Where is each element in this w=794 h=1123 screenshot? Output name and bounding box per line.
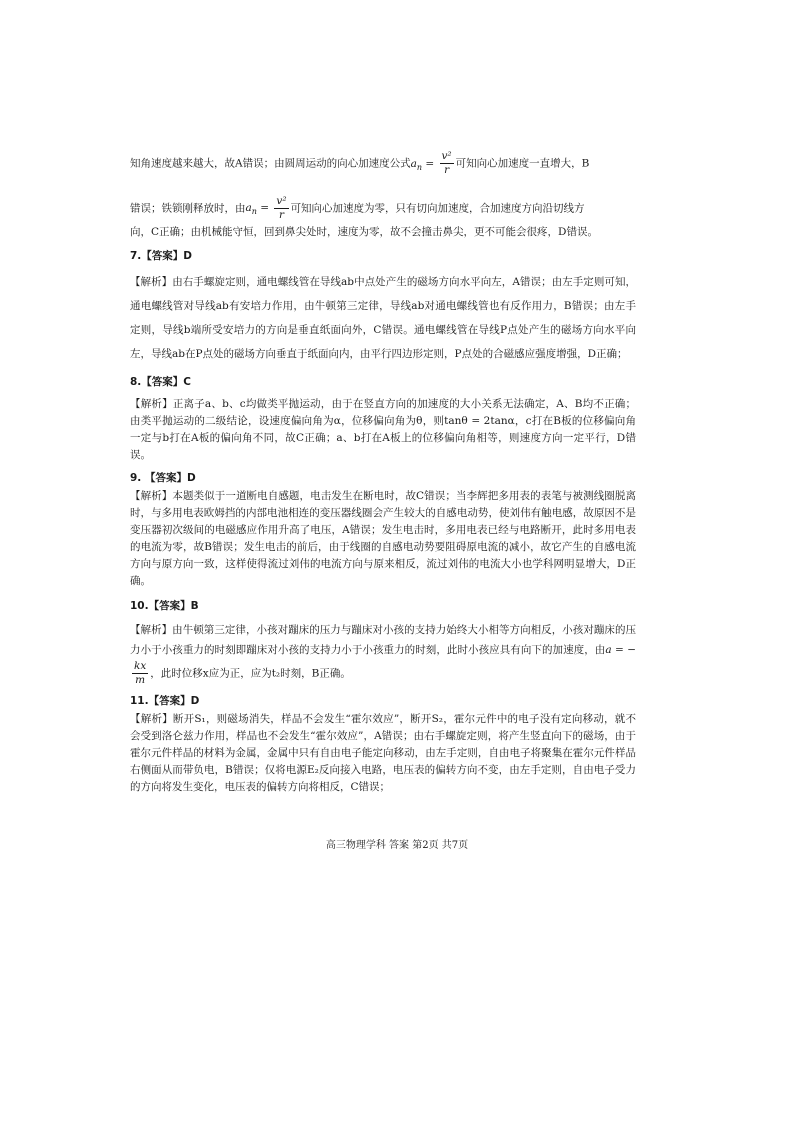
text-span: 知角速度越来越大，故A错误；由圆周运动的向心加速度公式 <box>130 157 411 170</box>
formula-fraction <box>132 660 148 687</box>
formula-fraction <box>440 150 454 177</box>
q7-explanation: 【解析】由右手螺旋定则，通电螺线管在导线ab中点处产生的磁场方向水平向左，A错误；由左手定则可知，通电螺线管对导线ab有安培力作用，由牛顿第三定律，导线ab对通电螺线管也有反作用力，B错误；由左手定则，导线b端所受安培力的方向是垂直纸面向外，C错误。通电螺线管在导线P点处产生的磁场方向水平向左，导线ab在P点处的磁场方向垂直于纸面向内，由平行四边形定则，P点处的合磁感应强度增强，D正确； <box>130 276 636 361</box>
fraction-denominator: r <box>278 208 284 221</box>
fraction-numerator: v² <box>441 150 452 162</box>
fraction-denominator: r <box>444 164 450 176</box>
q9-answer-heading: 9. 【答案】D <box>130 472 196 485</box>
formula-fraction <box>274 195 288 222</box>
text-span: 【解析】由牛顿第三定律，小孩对蹦床的压力与蹦床对小孩的支持力始终大小相等方向相反，小孩对蹦床的压力小于小孩重力的时刻即蹦床对小孩的支持力小于小孩重力的时刻，此时小孩应具有向 <box>130 624 636 657</box>
formula-an-2: $a_n$ = <box>245 202 273 217</box>
formula-an: $a_n$ = <box>410 157 438 172</box>
formula-subscript: n <box>416 162 423 172</box>
text-span: ，此时位移x应为正，应为t₂时刻，B正确。 <box>150 667 351 680</box>
fraction-numerator: kx <box>134 660 147 673</box>
q8-answer-heading: 8.【答案】C <box>130 376 192 389</box>
q11-explanation: 【解析】断开S₁，则磁场消失，样品不会发生“霍尔效应”，断开S₂，霍尔元件中的电子没有定向移动，就不会受到洛仑兹力作用，样品也不会发生“霍尔效应”，A错误；由右手螺旋定则，将产生竖直向下的磁场，由于霍尔元件样品的材料为金属，金属中只有自由电子能定向移动，由左手定则，自由电子将聚集在霍尔元件样品右侧面从而带负电，B错误；仅将电源E₂反向接入电路，电压表的偏转方向不变，由左手定则，自由电子受力的方向将发生变化，电压表的偏转方向将相反，C错误； <box>130 713 636 794</box>
continuation-paragraph <box>130 150 636 179</box>
q10-answer-heading: 10.【答案】B <box>130 600 199 613</box>
formula-symbol: a <box>410 157 417 170</box>
q7-answer-heading: 7.【答案】D <box>130 250 193 263</box>
continuation-paragraph-3: 向，C正确；由机械能守恒，回到鼻尖处时，速度为零，故不会撞击鼻尖，更不可能会很疼，D错误。 <box>130 226 598 239</box>
answer-content <box>130 150 636 796</box>
text-span: 可知向心加速度为零，只有切向加速度，合加速度方向沿切线方 <box>290 202 585 215</box>
text-span: 下的加速度，由 <box>531 644 606 657</box>
q9-explanation: 【解析】本题类似于一道断电自感题，电击发生在断电时，故C错误；当李辉把多用表的表笔与被测线圈脱离时，与多用电表欧姆挡的内部电池相连的变压器线圈会产生较大的自感电动势，使刘伟有触电感，故原因不是变压器初次级间的电磁感应作用升高了电压，A错误；发生电击时，多用电表已经与电路断开，此时多用电表的电流为零，故B错误；发生电击的前后，由于线圈的自感电动势要阻碍原电流的减小，故它产生的自感电流方向与原方向一致，这样使得流过刘伟的电流方向与原来相反，流过刘伟的电流大小也学科网明显增大，D正确。 <box>130 490 636 588</box>
page-footer: 高三物理学科 答案 第2页 共7页 <box>325 840 469 851</box>
continuation-paragraph-2 <box>130 195 636 223</box>
formula-subscript: n <box>251 207 257 217</box>
q8-explanation: 【解析】正离子a、b、c均做类平抛运动，由于在竖直方向的加速度的大小关系无法确定，A、B均不正确；由类平抛运动的二级结论，设速度偏向角为α，位移偏向角为θ，则tanθ = 2tanα，c打在B板的位移偏向角一定与b打在A板的偏向角不同，故C正确；a、b打在A板上的位移偏向角相等，则速度方向一定平行，D错误。 <box>130 398 636 462</box>
formula-symbol: a <box>245 202 252 215</box>
fraction-denominator: m <box>135 674 146 687</box>
q10-explanation <box>130 620 636 687</box>
fraction-numerator: v² <box>276 194 287 207</box>
text-span: 可知向心加速度一直增大，B <box>455 157 590 170</box>
text-span: 错误；铁锁刚释放时，由 <box>130 202 246 215</box>
formula-a: a = − <box>605 644 637 657</box>
q11-answer-heading: 11.【答案】D <box>130 695 200 708</box>
